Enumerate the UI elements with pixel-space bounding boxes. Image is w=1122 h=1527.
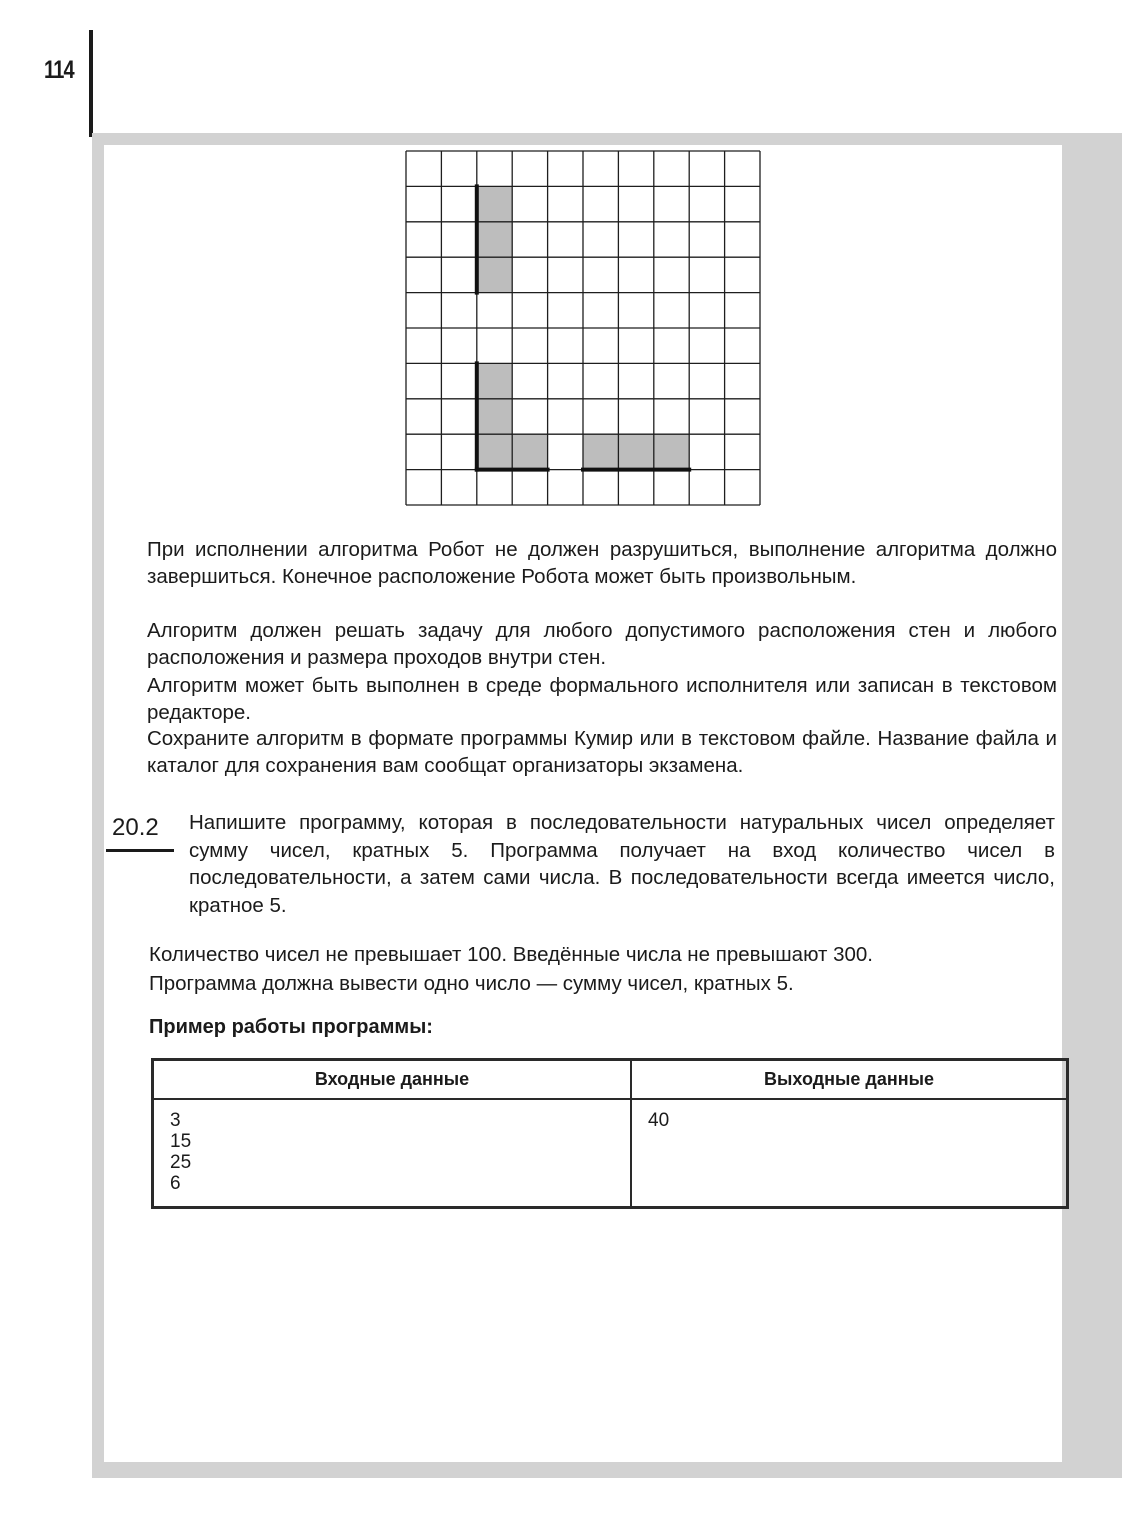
shaded-cell [618, 434, 653, 469]
limits-line-2: Программа должна вывести одно число — сумму чисел, кратных 5. [149, 972, 794, 995]
shaded-cell [583, 434, 618, 469]
input-line: 25 [170, 1152, 192, 1173]
task-number: 20.2 [112, 814, 159, 841]
example-header-row [153, 1060, 1068, 1100]
output-cell [631, 1099, 1068, 1208]
task-number-underline [106, 849, 174, 852]
shaded-cell [477, 222, 512, 257]
input-line: 6 [170, 1173, 181, 1194]
paragraph-algorithm-environment: Алгоритм может быть выполнен в среде формального исполнителя или записан в текстовом редакторе. [147, 674, 1057, 724]
margin-rule [89, 30, 93, 137]
input-header: Входные данные [153, 1060, 632, 1100]
shaded-cell [654, 434, 689, 469]
task-text: Напишите программу, которая в последовательности натуральных чисел определяет сумму чисел, кратных 5. Программа получает на вход количество чисел в последовательности, а затем сами числа. В последовательности всегда имеется число, кратное 5. [189, 811, 1055, 917]
shaded-cell [477, 186, 512, 221]
shaded-cell [477, 434, 512, 469]
shaded-cell [512, 434, 547, 469]
input-line: 15 [170, 1131, 192, 1152]
output-header: Выходные данные [631, 1060, 1068, 1100]
limits-line-1: Количество чисел не превышает 100. Введённые числа не превышают 300. [149, 943, 873, 966]
shaded-cell [477, 399, 512, 434]
shaded-cell [477, 363, 512, 398]
paragraph-robot-rules: При исполнении алгоритма Робот не должен разрушиться, выполнение алгоритма должно завершиться. Конечное расположение Робота может быть произвольным. [147, 538, 1057, 588]
output-line: 40 [648, 1110, 670, 1131]
paragraph-save-instructions: Сохраните алгоритм в формате программы Кумир или в текстовом файле. Название файла и каталог для сохранения вам сообщат организаторы экзамена. [147, 727, 1057, 777]
example-title: Пример работы программы: [149, 1016, 433, 1038]
input-cell [153, 1099, 632, 1208]
example-data-row [153, 1099, 1068, 1208]
example-table [151, 1058, 1069, 1209]
robot-grid [405, 150, 763, 508]
paragraph-algorithm-general: Алгоритм должен решать задачу для любого допустимого расположения стен и любого расположения и размера проходов внутри стен. [147, 619, 1057, 669]
input-line: 3 [170, 1110, 181, 1131]
shaded-cell [477, 257, 512, 292]
page-number: 114 [44, 56, 74, 84]
task-limits [149, 940, 1049, 998]
